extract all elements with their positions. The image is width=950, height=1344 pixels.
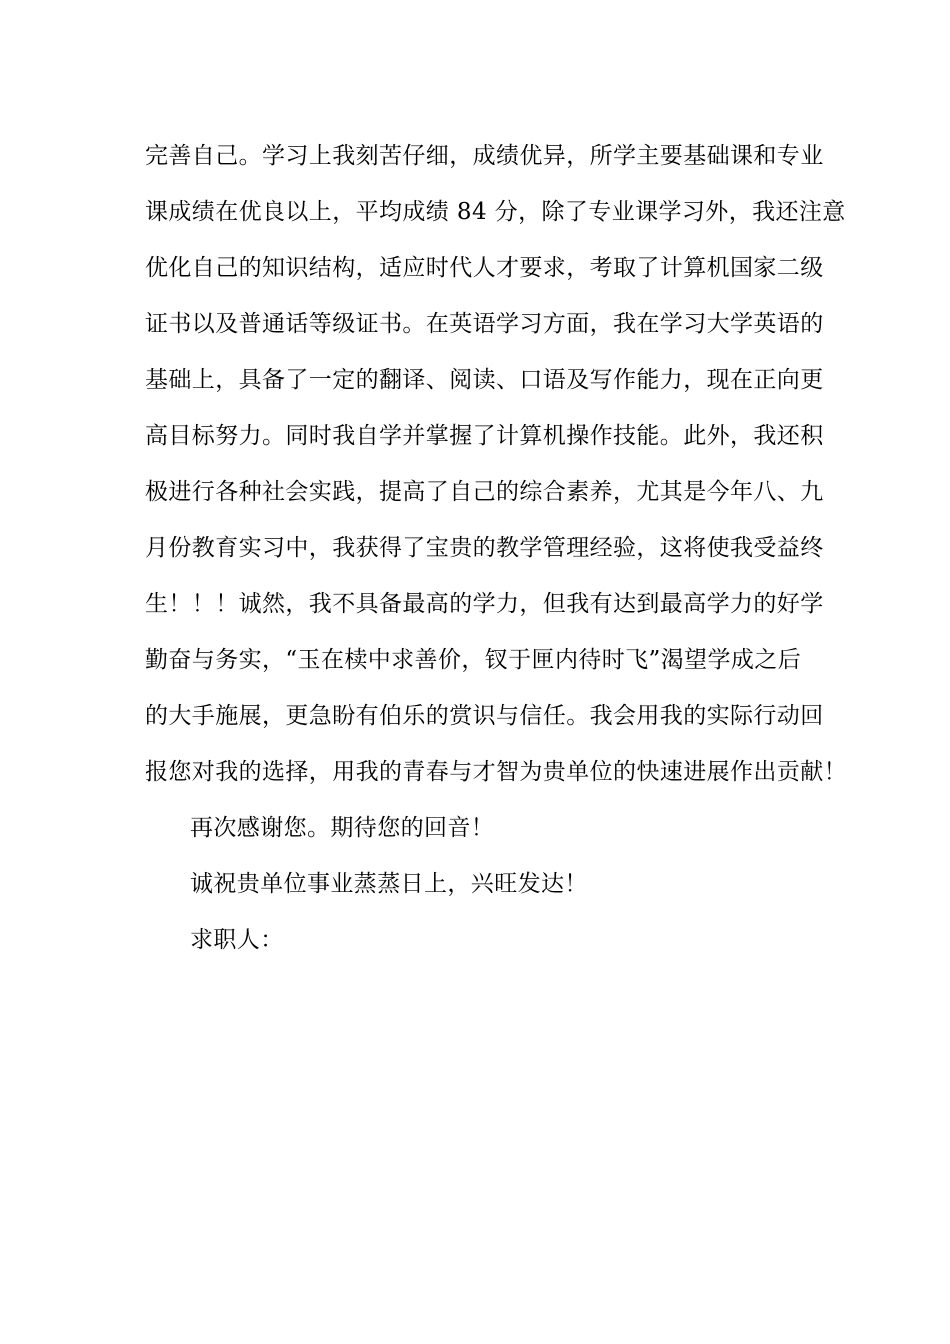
wish-line: 诚祝贵单位事业蒸蒸日上，兴旺发达！	[190, 871, 588, 897]
paragraph-line-11: 的大手施展，更急盼有伯乐的赏识与信任。我会用我的实际行动回	[145, 703, 824, 729]
paragraph-line-6: 高目标努力。同时我自学并掌握了计算机操作技能。此外，我还积	[145, 423, 824, 449]
paragraph-line-10: 勤奋与务实，“玉在椟中求善价，钗于匣内待时飞”渴望学成之后	[145, 647, 802, 673]
paragraph-line-7: 极进行各种社会实践，提高了自己的综合素养，尤其是今年八、九	[145, 479, 824, 505]
paragraph-line-5: 基础上，具备了一定的翻译、阅读、口语及写作能力，现在正向更	[145, 367, 824, 393]
paragraph-line-2: 课成绩在优良以上，平均成绩 84 分，除了专业课学习外，我还注意	[145, 199, 846, 225]
paragraph-line-4: 证书以及普通话等级证书。在英语学习方面，我在学习大学英语的	[145, 311, 824, 337]
letter-body	[145, 128, 847, 968]
paragraph-line-8: 月份教育实习中，我获得了宝贵的教学管理经验，这将使我受益终	[145, 535, 824, 561]
paragraph-line-3: 优化自己的知识结构，适应时代人才要求，考取了计算机国家二级	[145, 255, 824, 281]
paragraph-line-1: 完善自己。学习上我刻苦仔细，成绩优异，所学主要基础课和专业	[145, 143, 824, 169]
thanks-line: 再次感谢您。期待您的回音！	[190, 815, 495, 841]
applicant-label: 求职人：	[190, 927, 284, 953]
paragraph-line-9: 生！！！诚然，我不具备最高的学力，但我有达到最高学力的好学	[145, 591, 824, 617]
paragraph-line-12: 报您对我的选择，用我的青春与才智为贵单位的快速进展作出贡献！	[145, 759, 847, 785]
